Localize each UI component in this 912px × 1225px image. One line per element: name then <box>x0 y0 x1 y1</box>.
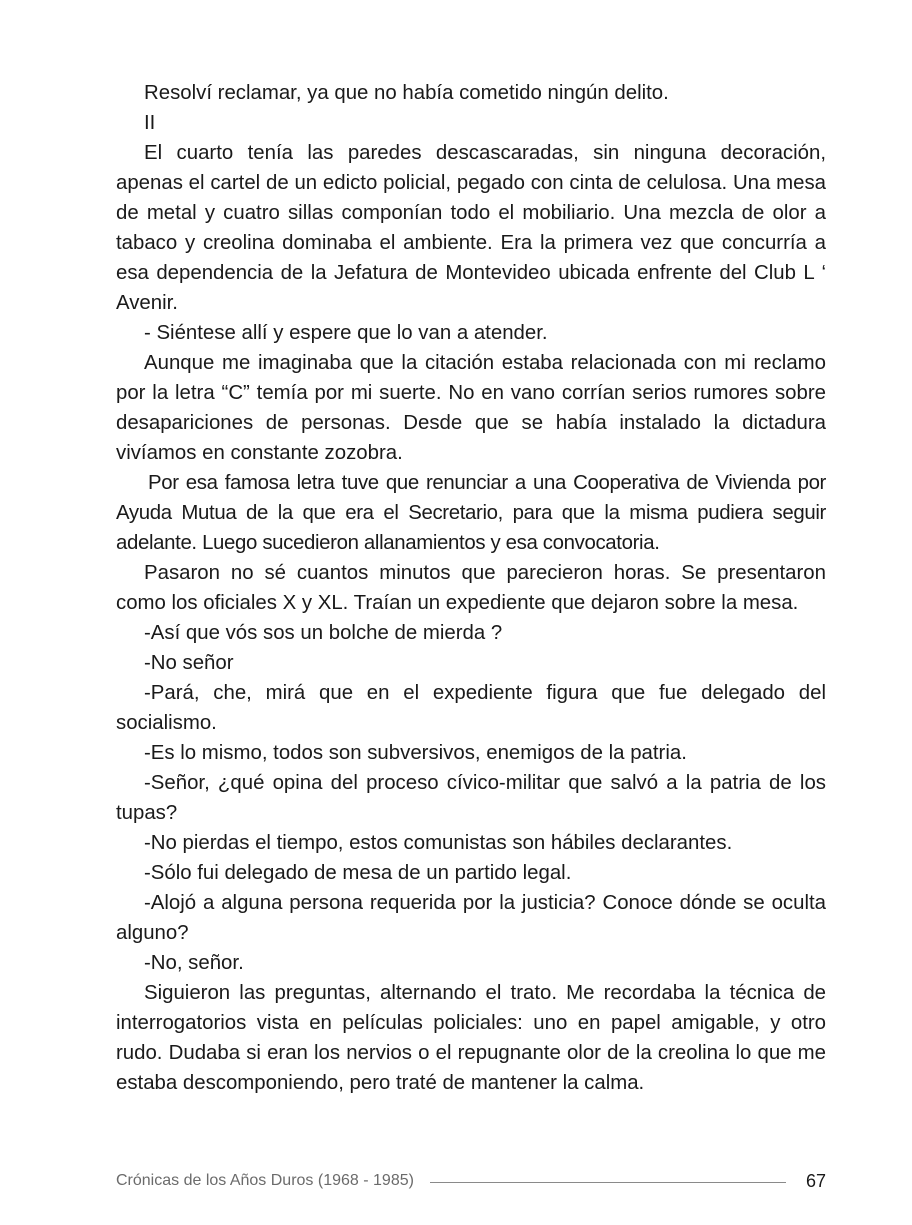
dialogue-line: -No, señor. <box>144 952 244 974</box>
dialogue-line: -No señor <box>144 652 234 674</box>
dialogue-line: -Así que vós sos un bolche de mierda ? <box>144 622 503 644</box>
section-heading: II <box>144 112 156 134</box>
paragraph: Por esa famosa letra tuve que renunciar a una Cooperativa de Vivienda por Ayuda Mutua de la que era el Secretario, para que la misma pudiera seguir adelante. Luego sucedieron allanamientos y esa convocatoria. <box>116 472 826 554</box>
paragraph: Siguieron las preguntas, alternando el trato. Me recordaba la técnica de interrogatorios vista en películas policiales: uno en papel amigable, y otro rudo. Dudaba si eran los nervios o el repugnante olor de la creolina lo que me estaba descomponiendo, pero traté de mantener la calma. <box>116 982 826 1094</box>
dialogue-line: -No pierdas el tiempo, estos comunistas son hábiles declarantes. <box>144 832 733 854</box>
dialogue-line: -Es lo mismo, todos son subversivos, enemigos de la patria. <box>144 742 687 764</box>
dialogue-line: -Sólo fui delegado de mesa de un partido legal. <box>144 862 572 884</box>
dialogue-line: -Pará, che, mirá que en el expediente figura que fue delegado del socialismo. <box>116 682 826 734</box>
paragraph: Pasaron no sé cuantos minutos que parecieron horas. Se presentaron como los oficiales X y XL. Traían un expediente que dejaron sobre la mesa. <box>116 562 826 614</box>
paragraph: Resolví reclamar, ya que no había cometido ningún delito. <box>144 82 669 104</box>
page-number: 67 <box>805 1170 826 1191</box>
dialogue-line: -Señor, ¿qué opina del proceso cívico-militar que salvó a la patria de los tupas? <box>116 772 826 824</box>
dialogue-line: -Alojó a alguna persona requerida por la justicia? Conoce dónde se oculta alguno? <box>116 892 826 944</box>
book-title: Crónicas de los Años Duros (1968 - 1985) <box>116 1172 414 1189</box>
paragraph: El cuarto tenía las paredes descascaradas, sin ninguna decoración, apenas el cartel de un edicto policial, pegado con cinta de celulosa. Una mesa de metal y cuatro sillas componían todo el mobiliario. Una mezcla de olor a tabaco y creolina dominaba el ambiente. Era la primera vez que concurría a esa dependencia de la Jefatura de Montevideo ubicada enfrente del Club L ‘ Avenir. <box>116 142 826 314</box>
paragraph: Aunque me imaginaba que la citación estaba relacionada con mi reclamo por la letra “C” temía por mi suerte. No en vano corrían serios rumores sobre desapariciones de personas. Desde que se había instalado la dictadura vivíamos en constante zozobra. <box>116 352 826 464</box>
dialogue-line: - Siéntese allí y espere que lo van a atender. <box>144 322 548 344</box>
page-footer <box>116 1166 826 1196</box>
page-body <box>116 78 826 1098</box>
footer-rule <box>430 1182 786 1183</box>
